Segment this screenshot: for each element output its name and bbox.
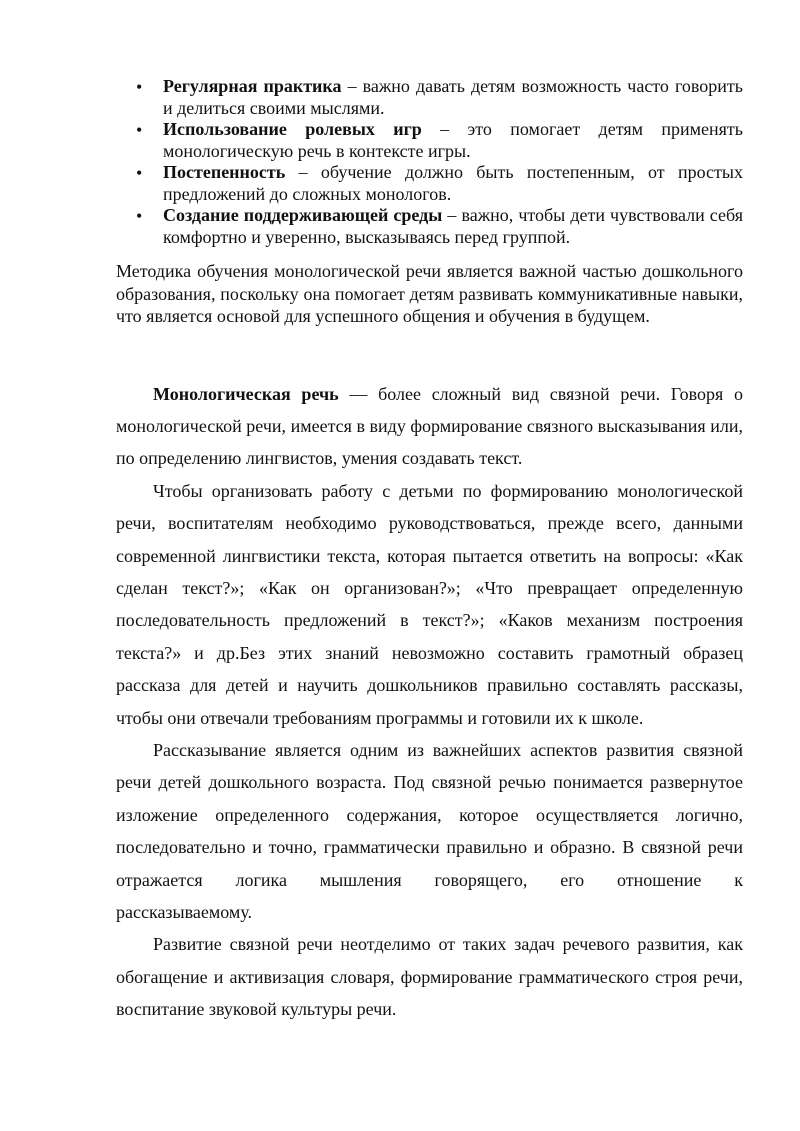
list-item [116,119,743,162]
list-item-text: – это помогает детям применять монологическую речь в контексте игры. [163,119,743,161]
paragraph-term: Монологическая речь [153,383,339,404]
list-item-text: – обучение должно быть постепенным, от простых предложений до сложных монологов. [163,162,743,204]
bullet-icon: • [136,77,143,97]
recommendations-list [116,76,743,248]
bullet-icon: • [136,206,143,226]
list-item-term: Использование ролевых игр [163,119,422,139]
bullet-icon: • [136,163,143,183]
list-item [116,162,743,205]
paragraph-speech-development: Развитие связной речи неотделимо от таких задач речевого развития, как обогащение и активизация словаря, формирование грамматического строя речи, воспитание звуковой культуры речи. [116,934,743,1020]
list-item-text: – важно давать детям возможность часто говорить и делиться своими мыслями. [163,76,743,118]
section-gap [116,328,743,378]
paragraph-storytelling: Рассказывание является одним из важнейших аспектов развития связной речи детей дошкольного возраста. Под связной речью понимается развернутое изложение определенного содержания, которое осуществляется логично, последовательно и точно, грамматически правильно и образно. В связной речи отражается логика мышления говорящего, его отношение к [116,739,743,890]
list-item-term: Создание поддерживающей среды [163,205,443,225]
bullet-icon: • [136,120,143,140]
list-item [116,205,743,248]
list-item [116,76,743,119]
paragraph-organization: Чтобы организовать работу с детьми по формированию монологической речи, воспитателям необходимо руководствоваться, прежде всего, данными современной лингвистики текста, которая пытается ответить на вопросы: «Как сделан текст?»; «Как он организован?»; «Что превращает определенную последовательность предложений в текст?»; «Каков механизм построения текста?» и др.Без этих знаний невозможно составить грамотный образец рассказа для детей и научить дошкольников правильно составлять рассказы, чтобы они отвечали требованиям программы и готовили их к школе. [116,480,743,728]
paragraph-storytelling-end: рассказываемому. [116,902,253,922]
paragraph-monologue-definition [116,378,743,475]
paragraph-text: — более сложный вид связной речи. Говоря о монологической речи, имеется в виду формирование связного высказывания или, по определению лингвистов, умения создавать текст. [116,383,743,469]
list-item-term: Постепенность [163,162,286,182]
list-item-term: Регулярная практика [163,76,342,96]
summary-paragraph: Методика обучения монологической речи является важной частью дошкольного образования, поскольку она помогает детям развивать коммуникативные навыки, что является основой для успешного общения и обучения в будущем. [116,261,743,326]
list-item-text: – важно, чтобы дети чувствовали себя комфортно и уверенно, высказываясь перед группой. [163,205,743,247]
